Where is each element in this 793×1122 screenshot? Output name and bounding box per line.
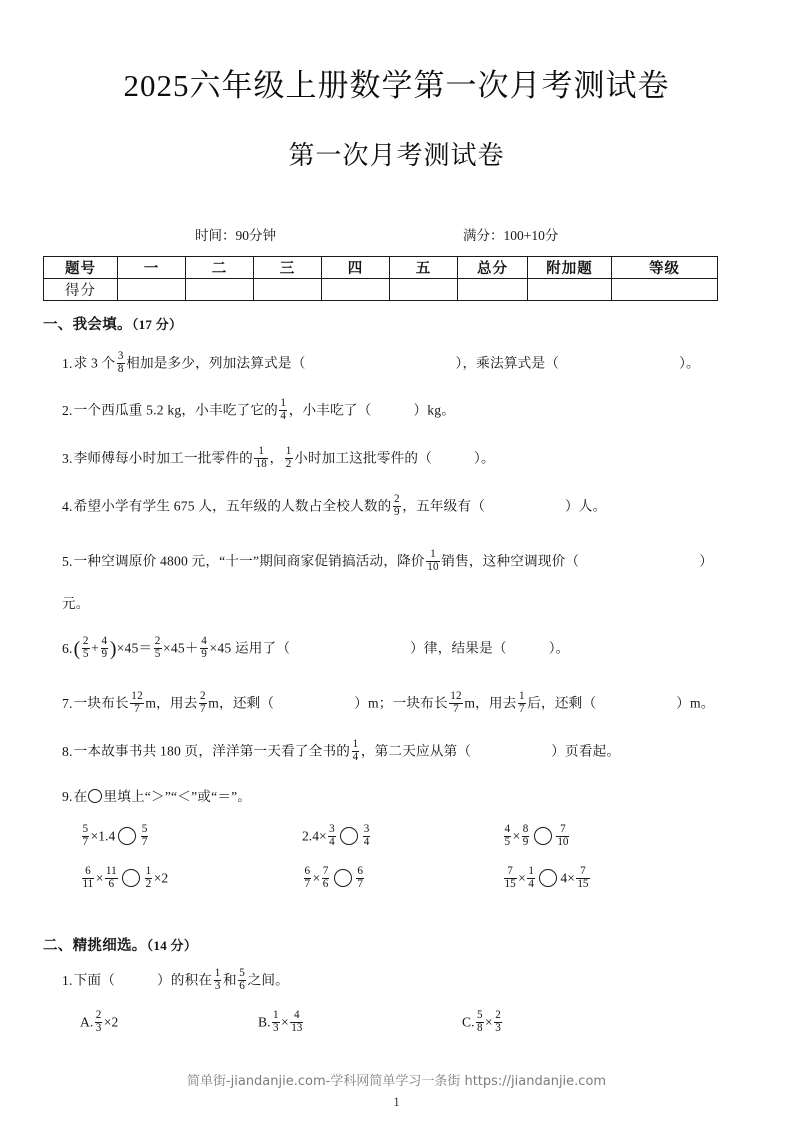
score-cell-grade[interactable] — [612, 279, 718, 301]
cq1-text-2: ）的积在 — [157, 972, 213, 988]
fill-question-1 — [62, 350, 753, 377]
score-cell-total[interactable] — [458, 279, 528, 301]
q1-text-4: ）。 — [679, 355, 700, 371]
comparison-item-1-1 — [80, 823, 150, 850]
comparison-item-2-2 — [302, 865, 365, 892]
comparison-row-1 — [62, 823, 763, 868]
q1-text-2: 相加是多少，列加法算式是（ — [126, 355, 306, 371]
q5-fraction: $\frac{1}{10}$ — [427, 548, 439, 573]
table-row-header — [44, 257, 718, 279]
cmp-frac: $\frac{7}{15}$ — [577, 865, 589, 890]
option-b-letter: B. — [258, 1014, 271, 1030]
q7-text-4: ）m；一块布长 — [354, 695, 448, 711]
cmp-frac: $\frac{1}{4}$ — [528, 865, 534, 890]
q4-text-3: ）人。 — [565, 498, 607, 514]
cmp-text: 4× — [560, 870, 575, 886]
cmp-frac: $\frac{7}{15}$ — [504, 865, 516, 890]
cmp-text: ×2 — [153, 870, 169, 886]
q2-fraction: $\frac{1}{4}$ — [280, 397, 287, 422]
section-1-title: 一、我会填。 — [43, 317, 132, 333]
fill-question-8 — [62, 738, 753, 765]
page-subtitle: 第一次月考测试卷 — [288, 141, 505, 170]
q6-paren-open: ( — [73, 638, 81, 660]
q2-text-3: ）kg。 — [413, 402, 456, 418]
score-cell-1[interactable] — [118, 279, 186, 301]
compare-circle[interactable] — [122, 869, 140, 887]
cmp-frac: $\frac{6}{7}$ — [357, 865, 363, 890]
q6-fraction-4: $\frac{4}{9}$ — [201, 635, 207, 660]
comparison-item-2-1 — [80, 865, 169, 892]
total-score-label: 满分：100+10分 — [463, 228, 559, 243]
q3-text-2: ， — [269, 450, 284, 466]
fill-question-2 — [62, 397, 753, 424]
compare-circle[interactable] — [118, 827, 136, 845]
q2-text-2: ，小丰吃了（ — [288, 402, 372, 418]
row-label-score: 得分 — [44, 279, 118, 301]
col-header-2: 二 — [186, 257, 254, 279]
section-2-title: 二、精挑细选。 — [43, 938, 147, 954]
cmp-frac: $\frac{1}{2}$ — [145, 865, 152, 890]
q6-fraction-3: $\frac{2}{5}$ — [154, 635, 161, 660]
score-table — [43, 256, 718, 301]
fill-question-3 — [62, 445, 753, 472]
q2-number: 2. — [62, 402, 73, 418]
time-limit-label: 时间：90分钟 — [195, 228, 276, 243]
q8-text-1: 一本故事书共 180 页，洋洋第一天看了全书的 — [73, 743, 351, 759]
q5-text-1: 一种空调原价 4800 元，“十一”期间商家促销搞活动，降价 — [73, 553, 425, 569]
q6-text-5: ）。 — [548, 640, 570, 656]
q6-paren-close: ) — [109, 638, 117, 660]
cq1-fraction-1: $\frac{1}{3}$ — [214, 967, 221, 992]
comparison-item-2-3 — [502, 865, 591, 892]
q6-number: 6. — [62, 640, 73, 656]
section-heading-choice — [43, 934, 197, 955]
col-header-1: 一 — [118, 257, 186, 279]
section-heading-fill — [43, 313, 182, 334]
option-b-mid: × — [281, 1014, 289, 1030]
q1-fraction: $\frac{3}{8}$ — [117, 350, 124, 375]
q1-number: 1. — [62, 355, 73, 371]
col-header-5: 五 — [390, 257, 458, 279]
cmp-text: × — [95, 870, 104, 886]
page-number: 1 — [393, 1094, 400, 1109]
q9-circle-icon — [88, 789, 102, 803]
compare-circle[interactable] — [534, 827, 552, 845]
q3-text-4: ）。 — [474, 450, 495, 466]
cmp-frac: $\frac{8}{9}$ — [522, 823, 529, 848]
col-header-bonus: 附加题 — [528, 257, 612, 279]
q4-fraction: $\frac{2}{9}$ — [393, 493, 400, 518]
option-c-mid: × — [485, 1014, 493, 1030]
cmp-text: ×1.4 — [90, 828, 116, 844]
q7-text-1: 一块布长 — [73, 695, 129, 711]
option-b[interactable] — [258, 1009, 305, 1036]
comparison-item-1-2 — [302, 823, 372, 850]
q7-text-7: ）m。 — [676, 695, 715, 711]
q7-fraction-2: $\frac{2}{7}$ — [200, 690, 206, 715]
cq1-text-4: 之间。 — [247, 972, 289, 988]
q2-text-1: 一个西瓜重 5.2 kg，小丰吃了它的 — [73, 402, 278, 418]
q7-text-2: m，用去 — [145, 695, 198, 711]
option-c[interactable] — [462, 1009, 503, 1036]
q7-text-6: 后，还剩（ — [527, 695, 597, 711]
q9-number: 9. — [62, 789, 73, 804]
q8-number: 8. — [62, 743, 73, 759]
q5-number: 5. — [62, 553, 73, 569]
row-label-question-no: 题号 — [44, 257, 118, 279]
q1-text-1: 求 3 个 — [73, 355, 116, 371]
score-cell-5[interactable] — [390, 279, 458, 301]
compare-circle[interactable] — [334, 869, 352, 887]
q4-number: 4. — [62, 498, 73, 514]
cmp-frac: $\frac{7}{10}$ — [557, 823, 569, 848]
score-cell-3[interactable] — [254, 279, 322, 301]
q3-text-3: 小时加工这批零件的（ — [294, 450, 432, 466]
option-c-fraction-1: $\frac{5}{8}$ — [476, 1009, 483, 1034]
cq1-text-3: 和 — [222, 972, 237, 988]
q4-text-2: ，五年级有（ — [402, 498, 486, 514]
q6-fraction-1: $\frac{2}{5}$ — [82, 635, 89, 660]
table-row-score — [44, 279, 718, 301]
q9-text-1: 在 — [73, 789, 88, 804]
q6-fraction-2: $\frac{4}{9}$ — [101, 635, 108, 660]
section-1-points: （17 分） — [131, 317, 183, 332]
option-c-letter: C. — [462, 1014, 475, 1030]
col-header-total: 总分 — [458, 257, 528, 279]
footer-watermark: 简单街-jiandanjie.com-学科网简单学习一条街 https://jiandanjie.com — [186, 1074, 607, 1089]
cmp-frac: $\frac{5}{7}$ — [141, 823, 148, 848]
option-b-fraction-2: $\frac{4}{13}$ — [291, 1009, 303, 1034]
page-title: 2025六年级上册数学第一次月考测试卷 — [123, 68, 670, 103]
col-header-4: 四 — [322, 257, 390, 279]
compare-circle[interactable] — [539, 869, 557, 887]
q5-text-2: 销售，这种空调现价（ — [441, 553, 580, 569]
option-c-fraction-2: $\frac{2}{3}$ — [495, 1009, 501, 1034]
q7-text-3: m，还剩（ — [208, 695, 275, 711]
cmp-frac: $\frac{11}{6}$ — [105, 865, 117, 890]
option-a-letter: A. — [80, 1014, 94, 1030]
fill-question-5-cont — [62, 596, 753, 613]
q5-text-3: ） — [699, 553, 714, 569]
q3-fraction-1: $\frac{1}{18}$ — [255, 445, 267, 470]
q7-fraction-1: $\frac{12}{7}$ — [131, 690, 143, 715]
q8-text-3: ）页看起。 — [551, 743, 621, 759]
col-header-3: 三 — [254, 257, 322, 279]
option-a-fraction: $\frac{2}{3}$ — [95, 1009, 102, 1034]
q6-text-4: ）律，结果是（ — [410, 640, 507, 656]
comparison-item-1-3 — [502, 823, 571, 850]
cq1-text-1: 下面（ — [73, 972, 115, 988]
q7-fraction-3: $\frac{12}{7}$ — [450, 690, 462, 715]
q7-fraction-4: $\frac{1}{7}$ — [518, 690, 525, 715]
score-cell-4[interactable] — [322, 279, 390, 301]
q7-text-5: m，用去 — [464, 695, 517, 711]
q6-plus: + — [91, 640, 100, 656]
choice-question-1 — [62, 967, 753, 994]
q4-text-1: 希望小学有学生 675 人，五年级的人数占全校人数的 — [73, 498, 392, 514]
q6-text-3: ×45 运用了（ — [209, 640, 291, 656]
cmp-text: × — [518, 870, 526, 886]
q6-text-2: ×45＋ — [163, 640, 199, 656]
fill-question-7 — [62, 690, 753, 717]
cq1-number: 1. — [62, 972, 73, 988]
score-cell-2[interactable] — [186, 279, 254, 301]
fill-question-4 — [62, 493, 753, 520]
fill-question-6 — [62, 637, 753, 662]
cmp-text: 2.4× — [302, 828, 327, 844]
cmp-frac: $\frac{7}{6}$ — [322, 865, 329, 890]
cmp-frac: $\frac{3}{4}$ — [329, 823, 335, 848]
cmp-text: × — [512, 828, 521, 844]
col-header-grade: 等级 — [612, 257, 718, 279]
q3-fraction-2: $\frac{1}{2}$ — [285, 445, 292, 470]
cmp-frac: $\frac{6}{7}$ — [304, 865, 311, 890]
fill-question-9 — [62, 789, 753, 806]
q8-fraction: $\frac{1}{4}$ — [352, 738, 359, 763]
cmp-frac: $\frac{5}{7}$ — [82, 823, 89, 848]
comparison-grid — [62, 823, 763, 910]
q6-text-1: ×45＝ — [116, 640, 153, 656]
cmp-frac: $\frac{6}{11}$ — [82, 865, 94, 890]
fill-question-5 — [62, 548, 753, 575]
q5-text-4: 元。 — [62, 596, 90, 611]
option-a-tail: ×2 — [103, 1014, 119, 1030]
score-cell-bonus[interactable] — [528, 279, 612, 301]
q8-text-2: ，第二天应从第（ — [360, 743, 472, 759]
cq1-fraction-2: $\frac{5}{6}$ — [239, 967, 246, 992]
q1-text-3: ），乘法算式是（ — [455, 355, 560, 371]
option-a[interactable] — [80, 1009, 119, 1036]
section-2-points: （14 分） — [146, 938, 198, 953]
cmp-frac: $\frac{4}{5}$ — [504, 823, 511, 848]
cmp-text: × — [312, 870, 321, 886]
q3-text-1: 李师傅每小时加工一批零件的 — [73, 450, 253, 466]
cmp-frac: $\frac{3}{4}$ — [363, 823, 370, 848]
compare-circle[interactable] — [340, 827, 358, 845]
q3-number: 3. — [62, 450, 73, 466]
q7-number: 7. — [62, 695, 73, 711]
comparison-row-2 — [62, 865, 763, 910]
q9-text-2: 里填上“＞”“＜”或“＝”。 — [103, 789, 252, 804]
option-b-fraction-1: $\frac{1}{3}$ — [272, 1009, 279, 1034]
